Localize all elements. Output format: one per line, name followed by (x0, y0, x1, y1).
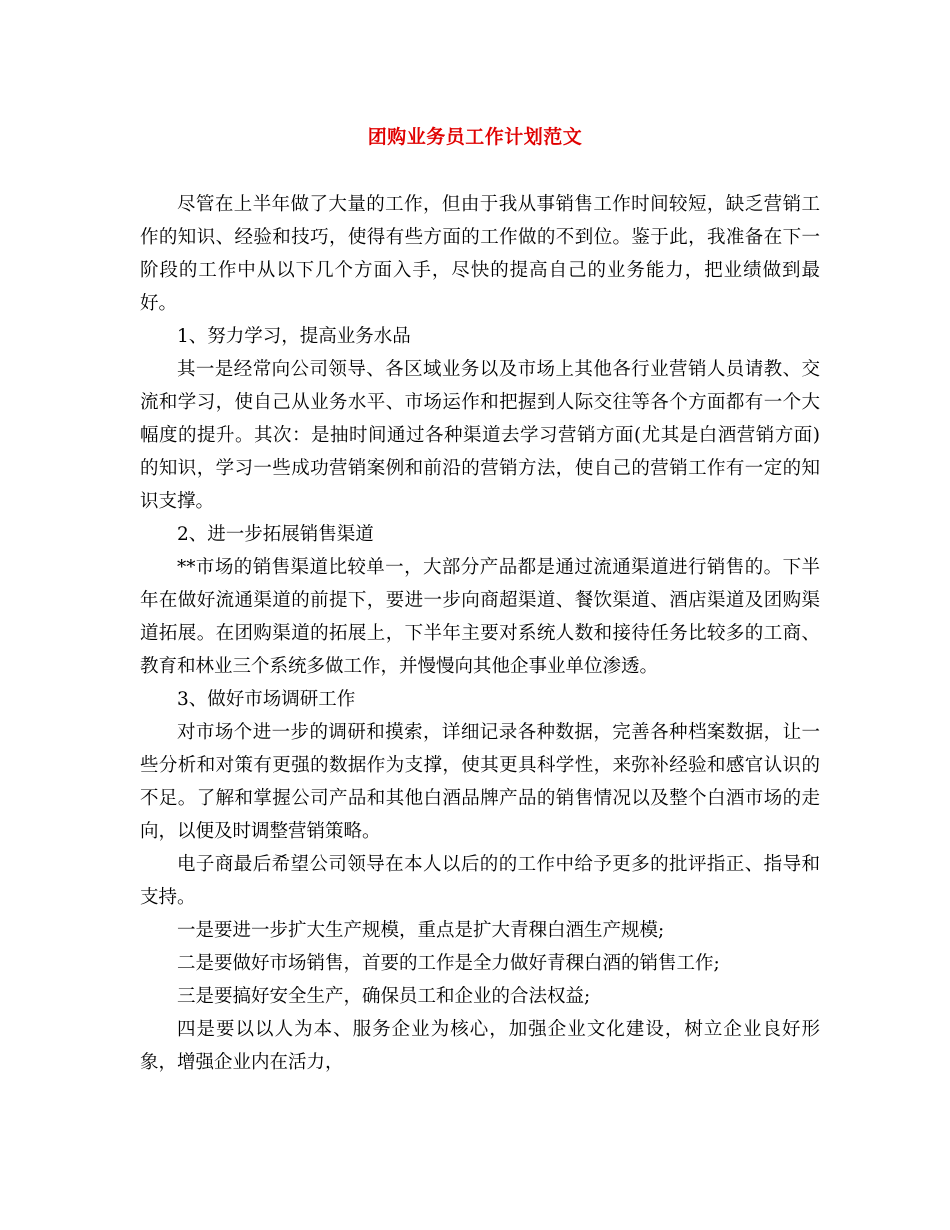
paragraph-intro: 尽管在上半年做了大量的工作，但由于我从事销售工作时间较短，缺乏营销工作的知识、经验和技巧，使得有些方面的工作做的不到位。鉴于此，我准备在下一阶段的工作中从以下几个方面入手，尽快的提高自己的业务能力，把业绩做到最好。 (140, 194, 820, 314)
heading-2: 2、进一步拓展销售渠道 (177, 524, 374, 545)
paragraph-2: **市场的销售渠道比较单一，大部分产品都是通过流通渠道进行销售的。下半年在做好流通渠道的前提下，要进一步向商超渠道、餐饮渠道、酒店渠道及团购渠道拓展。在团购渠道的拓展上，下半年主要对系统人数和接待任务比较多的工商、教育和林业三个系统多做工作，并慢慢向其他企事业单位渗透。 (140, 557, 820, 677)
document-title: 团购业务员工作计划范文 (367, 126, 583, 148)
list-item-1: 一是要进一步扩大生产规模，重点是扩大青稞白酒生产规模; (177, 920, 665, 941)
heading-1: 1、努力学习，提高业务水品 (177, 326, 411, 347)
list-item-4: 四是要以以人为本、服务企业为核心，加强企业文化建设，树立企业良好形象，增强企业内在活力， (140, 1019, 820, 1073)
list-item-2: 二是要做好市场销售，首要的工作是全力做好青稞白酒的销售工作; (177, 953, 720, 974)
paragraph-closing: 电子商最后希望公司领导在本人以后的的工作中给予更多的批评指正、指导和支持。 (140, 854, 820, 908)
heading-3: 3、做好市场调研工作 (177, 689, 356, 710)
paragraph-1: 其一是经常向公司领导、各区域业务以及市场上其他各行业营销人员请教、交流和学习，使自己从业务水平、市场运作和把握到人际交往等各个方面都有一个大幅度的提升。其次：是抽时间通过各种渠道去学习营销方面(尤其是白酒营销方面)的知识，学习一些成功营销案例和前沿的营销方法，使自己的营销工作有一定的知识支撑。 (140, 359, 820, 512)
list-item-3: 三是要搞好安全生产，确保员工和企业的合法权益; (177, 986, 591, 1007)
paragraph-3: 对市场个进一步的调研和摸索，详细记录各种数据，完善各种档案数据，让一些分析和对策有更强的数据作为支撑，使其更具科学性，来弥补经验和感官认识的不足。了解和掌握公司产品和其他白酒品牌产品的销售情况以及整个白酒市场的走向，以便及时调整营销策略。 (140, 722, 820, 842)
document-body (140, 188, 820, 1079)
